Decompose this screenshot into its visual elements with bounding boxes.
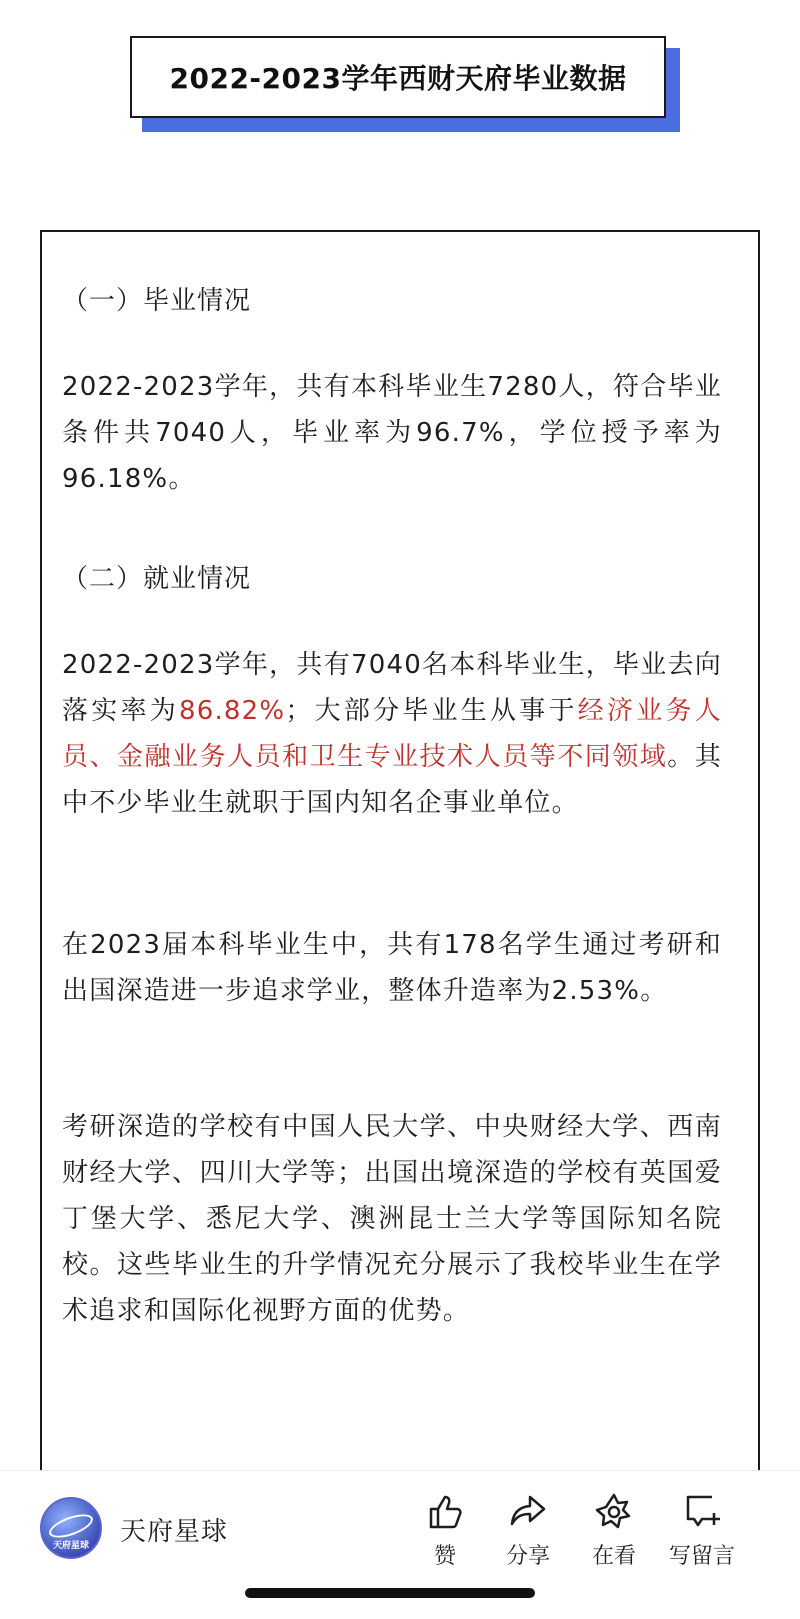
page-title: 2022-2023学年西财天府毕业数据 (130, 36, 666, 118)
employment-text-mid: ；大部分毕业生从事于 (285, 696, 578, 726)
account-logo[interactable] (40, 1497, 102, 1559)
employment-fields-highlight: 经济业务人员、金融业务人员和卫生专业技术人员等不同领域 (62, 696, 722, 772)
share-icon (508, 1491, 548, 1531)
employment-rate-highlight: 86.82% (178, 696, 286, 726)
employment-text-start: 2022-2023学年，共有7040名本科毕业生，毕业去向落实率为 (62, 650, 722, 726)
comment-icon (682, 1491, 722, 1531)
star-icon (594, 1491, 634, 1531)
employment-paragraph (62, 642, 722, 826)
like-button[interactable] (405, 1491, 485, 1570)
wow-button[interactable] (574, 1491, 654, 1570)
like-label: 赞 (433, 1544, 456, 1569)
share-button[interactable] (488, 1491, 568, 1570)
thumbs-up-icon (425, 1491, 465, 1531)
section-heading-employment: （二）就业情况 (62, 564, 252, 594)
comment-button[interactable] (662, 1491, 742, 1570)
schools-paragraph: 考研深造的学校有中国人民大学、中央财经大学、西南财经大学、四川大学等；出国出境深造的学校有英国爱丁堡大学、悉尼大学、澳洲昆士兰大学等国际知名院校。这些毕业生的升学情况充分展示了我校毕业生在学术追求和国际化视野方面的优势。 (62, 1112, 722, 1326)
article-frame (40, 230, 760, 1470)
comment-label: 写留言 (668, 1544, 735, 1569)
employment-text-end: 。其中不少毕业生就职于国内知名企事业单位。 (62, 742, 722, 818)
graduation-paragraph: 2022-2023学年，共有本科毕业生7280人，符合毕业条件共7040人，毕业率为96.7%，学位授予率为 96.18%。 (62, 372, 722, 494)
further-study-paragraph: 在2023届本科毕业生中，共有178名学生通过考研和出国深造进一步追求学业，整体升造率为2.53%。 (62, 930, 722, 1006)
wow-label: 在看 (591, 1544, 636, 1569)
logo-text: 天府星球 (52, 1541, 89, 1551)
section-heading-graduation: （一）毕业情况 (62, 286, 252, 316)
home-indicator[interactable] (245, 1588, 535, 1598)
account-name[interactable]: 天府星球 (120, 1517, 229, 1547)
share-label: 分享 (505, 1544, 550, 1569)
